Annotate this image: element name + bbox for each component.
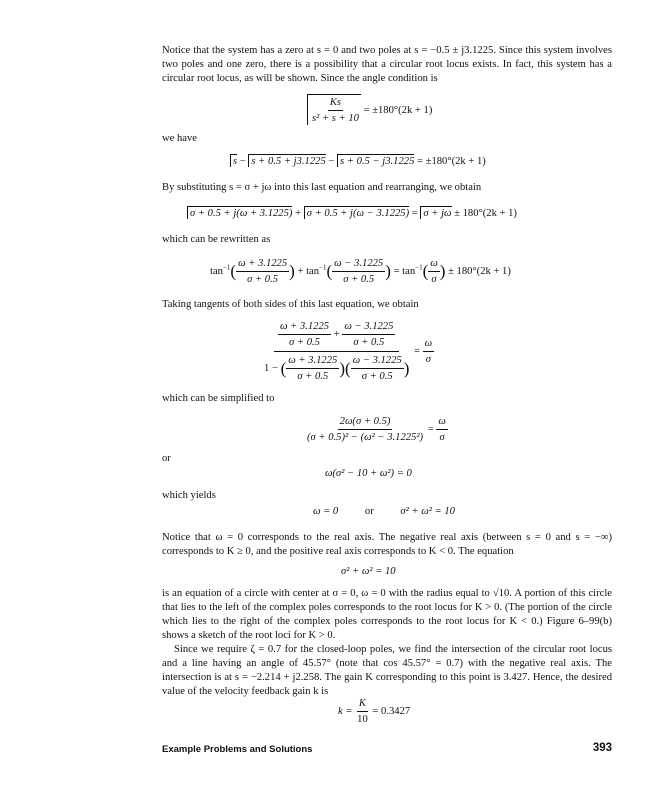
eq5-top-f2-den: σ + 0.5 — [353, 337, 385, 348]
eq8-left: ω = 0 — [313, 506, 339, 517]
equation-substituted: σ + 0.5 + j(ω + 3.1225) + σ + 0.5 + j(ω − 3.1225) = σ + jω ± 180°(2k + 1) — [187, 207, 517, 221]
eq1-denominator: s² + s + 10 — [312, 113, 359, 124]
eq4-f1-den: σ + 0.5 — [247, 274, 279, 285]
equation-simplified: $\frac{2\omega(\sigma + 0.5)}{\text{(σ + 0.5)² − (ω² − 3.1225²)}}$ = $\frac{\omega}{\sigma}$ — [307, 416, 446, 443]
equation-tangent-sum: $\frac{\omega + 3.1225}{\sigma + 0.5}$ + $\frac{\omega - 3.1225}{\sigma + 0.5}$ 1 − ( $\frac{\omega + 3.1225}{\sigma + 0.5}$ )( $\frac{\omega - 3.1225}{\sigma + 0.5}$ ) = $\frac{\omega}{\sigma}$ — [264, 321, 433, 382]
equation-arctan: $\tan^{-1}$( $\frac{\omega + 3.1225}{\sigma + 0.5}$ ) + $\tan^{-1}$( $\frac{\omega - 3.1225}{\sigma + 0.5}$ ) = $\tan^{-1}$( $\frac{\omega}{\sigma}$ ) ± 180°(2k + 1) — [210, 258, 511, 285]
eq5-top-f1-den: σ + 0.5 — [289, 337, 320, 348]
eq2-angle-a: s — [230, 154, 237, 167]
eq4-f1-num: ω + 3.1225 — [236, 257, 289, 272]
eq2-angle-b: s + 0.5 + j3.1225 — [248, 154, 325, 167]
equation-circle: σ² + ω² = 10 — [341, 566, 396, 577]
paragraph-substituting: By substituting s = σ + jω into this last equation and rearranging, we obtain — [162, 182, 482, 193]
eq10-denominator: 10 — [357, 714, 368, 725]
eq2-rhs: = ±180°(2k + 1) — [417, 156, 486, 167]
eq2-angle-c: s + 0.5 − j3.1225 — [337, 154, 414, 167]
eq5-rhs-num: ω — [423, 337, 434, 352]
paragraph-since-require: Since we require ζ = 0.7 for the closed-loop poles, we find the intersection of the circular root locus and a line having an angle of 45.57° (note that cos 45.57° = 0.7) with the negative real axis. The intersection is at s = −2.214 + j2.258. The gain K corresponding to this point is 3.427. Hence, the desired value of the velocity feedback gain k is — [162, 644, 612, 697]
eq3-rhs: ± 180°(2k + 1) — [454, 208, 517, 219]
equation-angle-sum: s − s + 0.5 + j3.1225 − s + 0.5 − j3.1225 = ±180°(2k + 1) — [230, 155, 486, 169]
paragraph-notice-omega: Notice that ω = 0 corresponds to the real axis. The negative real axis (between s = 0 and s = −∞) corresponds to K ≥ 0, and the positive real axis corresponds to K < 0. The equation — [162, 532, 612, 557]
eq5-top-f2-num: ω − 3.1225 — [342, 320, 395, 335]
paragraph-intro: Notice that the system has a zero at s = 0 and two poles at s = −0.5 ± j3.1225. Since this system involves two poles and one zero, there is a possibility that a circular root locus exists. In fact, this system has a circular root locus, as will be shown. Since the angle condition is — [162, 45, 612, 84]
eq5-bot-f2-den: σ + 0.5 — [361, 371, 393, 382]
eq5-bot-f1-den: σ + 0.5 — [297, 371, 329, 382]
equation-solutions — [313, 505, 455, 519]
equation-factored: ω(σ² − 10 + ω²) = 0 — [325, 468, 412, 479]
paragraph-yields: which yields — [162, 490, 216, 501]
eq5-bot-f1-num: ω + 3.1225 — [286, 354, 339, 369]
eq5-rhs-den: σ — [425, 354, 432, 365]
paragraph-circle: is an equation of a circle with center at σ = 0, ω = 0 with the radius equal to √10. A portion of this circle that lies to the left of the complex poles corresponds to the root locus for K > 0. (The portion of the circle which lies to the right of the complex poles corresponds to the root locus for K < 0.) Figure 6–99(b) shows a sketch of the root loci for K > 0. — [162, 588, 612, 641]
eq6-rhs-num: ω — [436, 415, 447, 430]
eq8-right: σ² + ω² = 10 — [400, 506, 455, 517]
eq3-angle-b: σ + 0.5 + j(ω − 3.1225) — [304, 206, 409, 219]
paragraph-rewritten: which can be rewritten as — [162, 234, 271, 245]
eq6-numerator: 2ω(σ + 0.5) — [338, 415, 393, 430]
page-number: 393 — [592, 742, 612, 754]
eq4-f3-den: σ — [431, 274, 437, 285]
eq10-rhs: = 0.3427 — [372, 705, 411, 717]
eq4-f3-num: ω — [428, 257, 439, 272]
eq3-angle-a: σ + 0.5 + j(ω + 3.1225) — [187, 206, 292, 219]
paragraph-simplified: which can be simplified to — [162, 393, 275, 404]
eq3-angle-c: σ + jω — [420, 206, 451, 219]
eq6-rhs-den: σ — [439, 432, 445, 443]
eq4-f2-den: σ + 0.5 — [343, 274, 375, 285]
equation-gain-k — [338, 697, 410, 726]
eq8-or: or — [364, 506, 374, 517]
eq4-f2-num: ω − 3.1225 — [332, 257, 385, 272]
equation-angle-condition — [307, 94, 432, 125]
footer-section-title: Example Problems and Solutions — [162, 744, 313, 755]
eq10-lhs: k = — [338, 705, 353, 717]
eq5-bot-f2-num: ω − 3.1225 — [351, 354, 404, 369]
paragraph-tangents: Taking tangents of both sides of this last equation, we obtain — [162, 299, 419, 310]
eq1-numerator: Ks — [328, 96, 343, 111]
eq1-rhs: = ±180°(2k + 1) — [363, 104, 433, 116]
label-we-have: we have — [162, 133, 197, 144]
eq5-top-f1-num: ω + 3.1225 — [278, 320, 331, 335]
label-or: or — [162, 453, 171, 464]
eq4-rhs: ± 180°(2k + 1) — [448, 265, 511, 277]
eq6-denominator: (σ + 0.5)² − (ω² − 3.1225²) — [307, 432, 424, 443]
eq10-numerator: K — [357, 697, 368, 712]
